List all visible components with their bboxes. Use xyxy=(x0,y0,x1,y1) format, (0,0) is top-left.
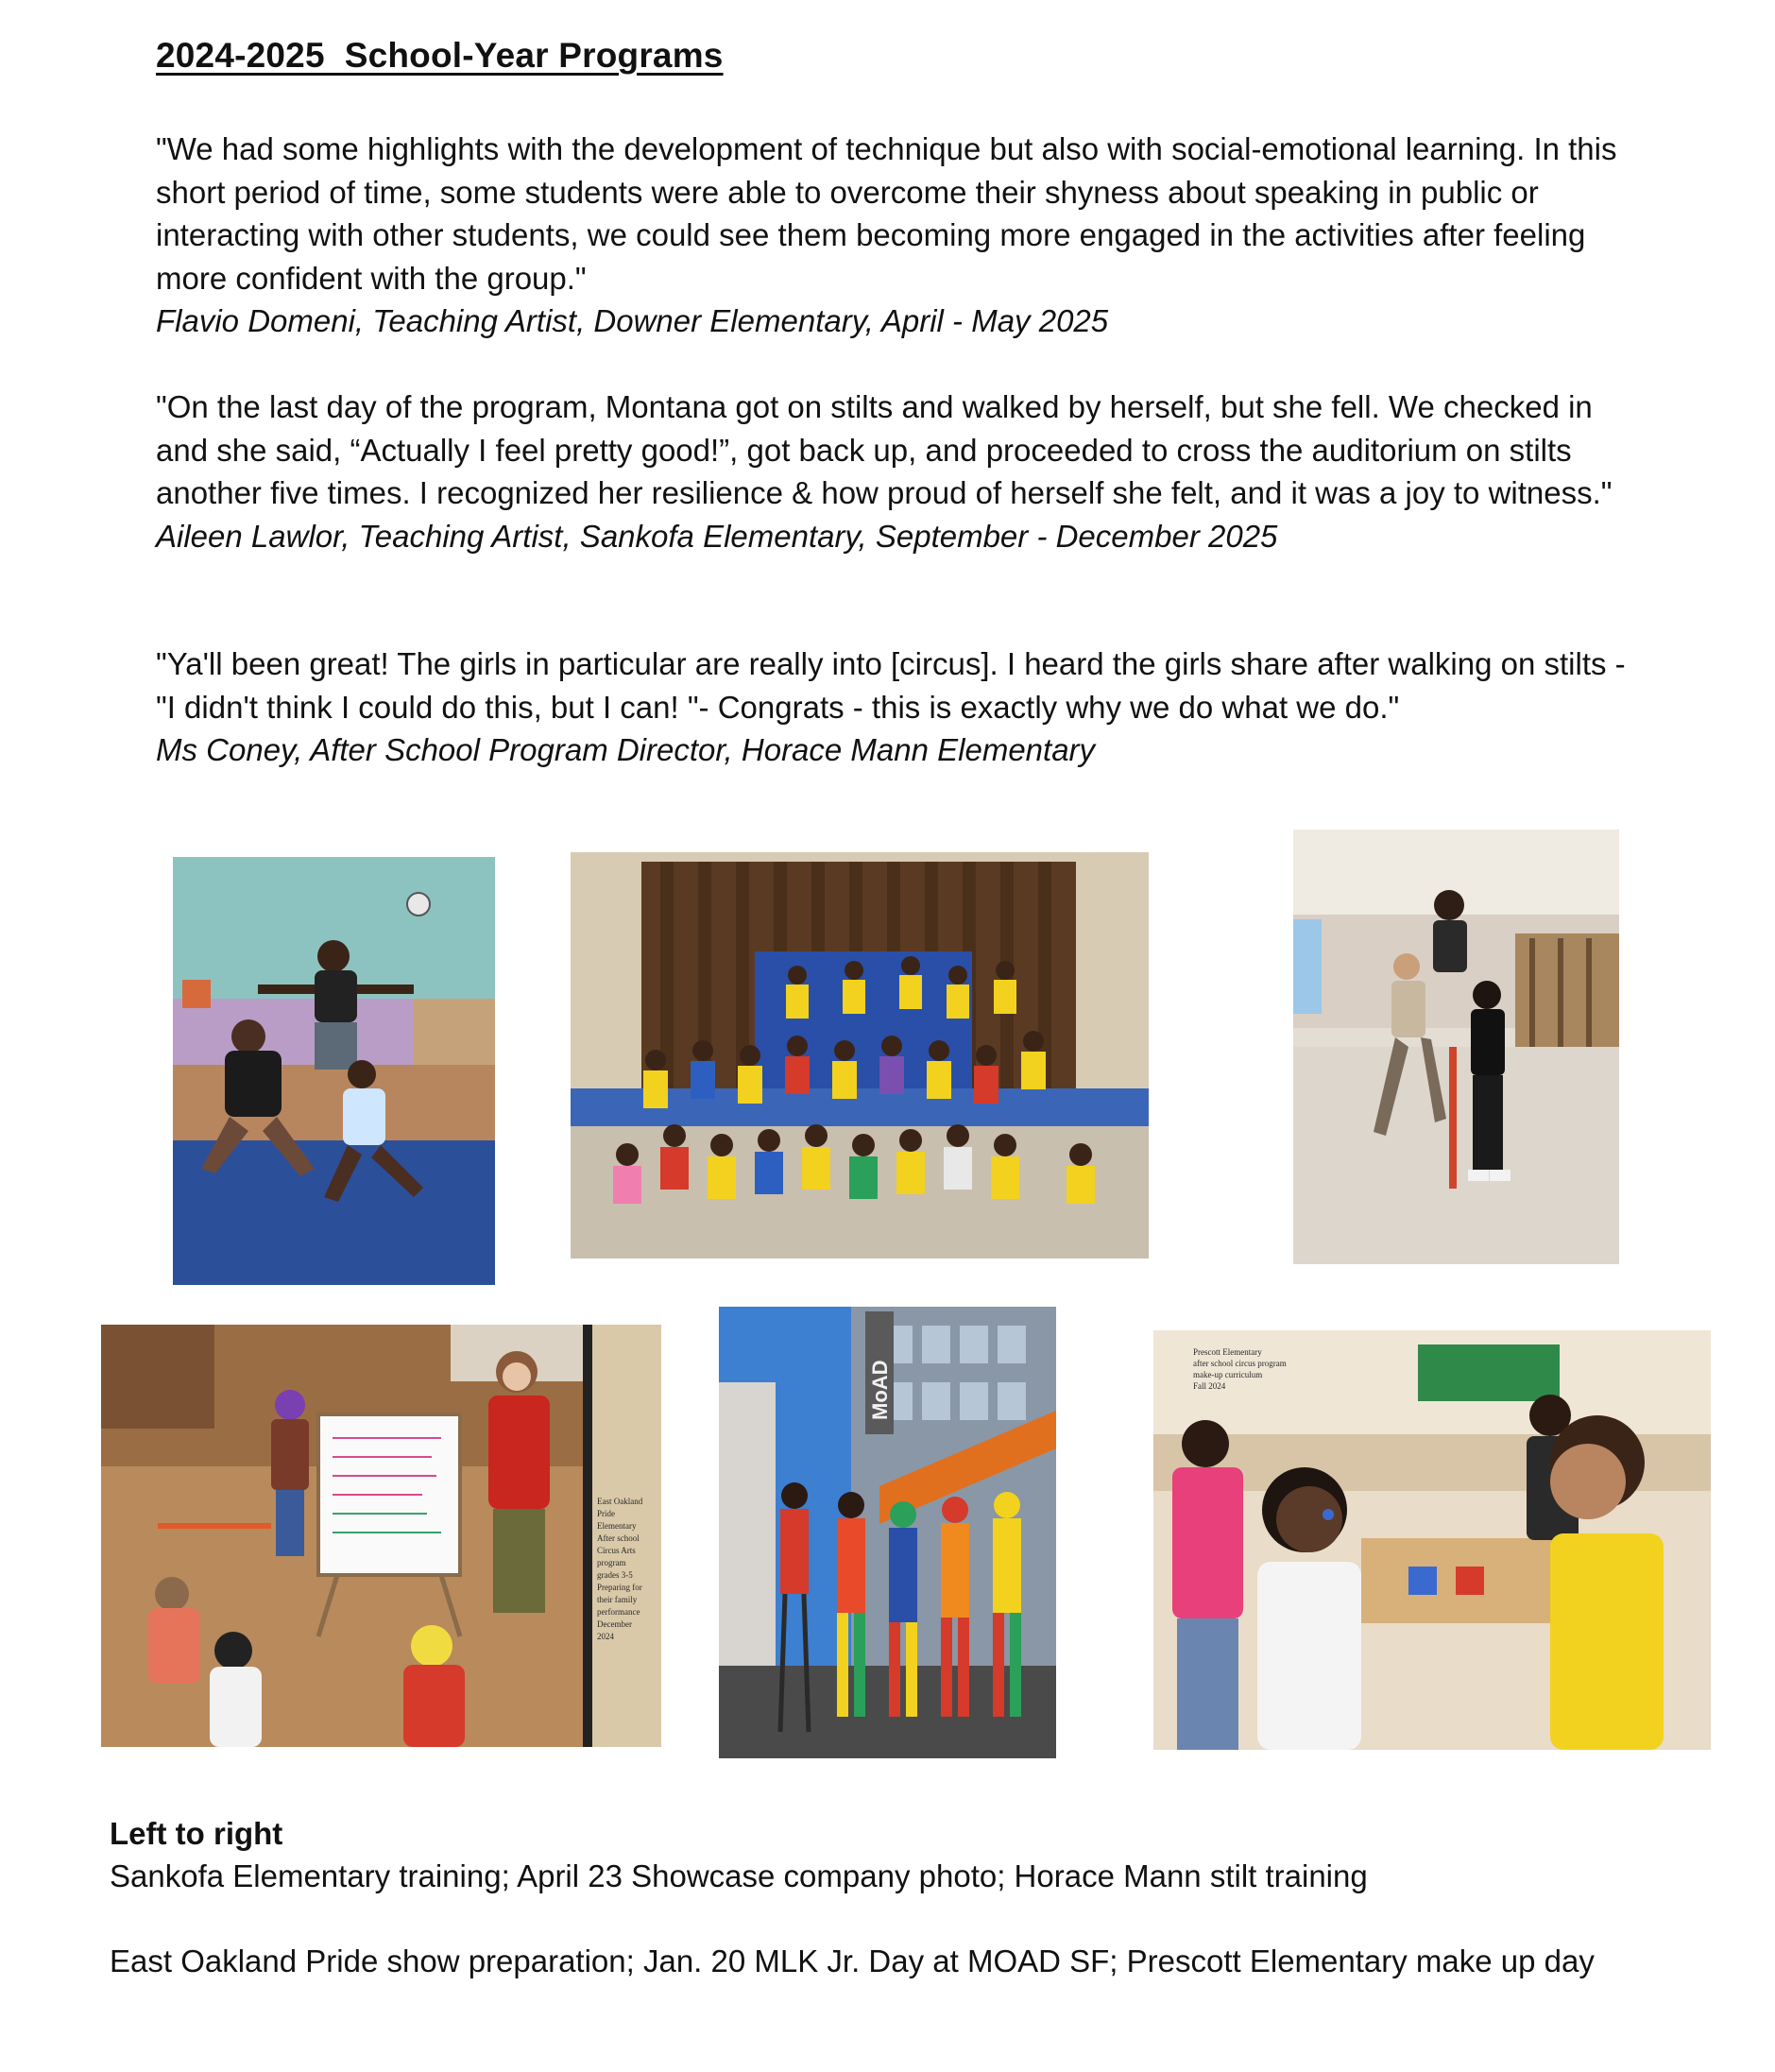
photo-overlay-line: Prescott Elementary xyxy=(1193,1347,1262,1357)
testimonial-quote: "On the last day of the program, Montana got on stilts and walked by herself, but she fell. We checked in and she said, “Actually I feel pretty good!”, got back up, and proceeded to cross the auditorium on stilts another five times. I recognized her resilience & how proud of herself she felt, and it was a joy to witness." xyxy=(156,389,1613,510)
testimonial-quote: "We had some highlights with the development of technique but also with social-emotional learning. In this short period of time, some students were able to overcome their shyness about speaking in public or interacting with other students, we could see them becoming more engaged in the activities after feeling more confident with the group." xyxy=(156,131,1617,296)
testimonial-attribution: Aileen Lawlor, Teaching Artist, Sankofa Elementary, September - December 2025 xyxy=(156,518,1278,554)
photo-overlay-line: December xyxy=(597,1619,632,1629)
photo-overlay-line: Circus Arts xyxy=(597,1546,636,1555)
testimonial-quote: "Ya'll been great! The girls in particular are really into [circus]. I heard the girls share after walking on stilts - "I didn't think I could do this, but I can! "- Congrats - this is exactly why we do what we do." xyxy=(156,646,1626,725)
photo-overlay-line: Elementary xyxy=(597,1521,637,1531)
photo-showcase-company xyxy=(571,852,1149,1259)
photo-sankofa-training xyxy=(173,857,495,1285)
photo-prescott-makeup xyxy=(1153,1330,1711,1750)
photo-overlay-line: East Oakland xyxy=(597,1497,643,1506)
page-title: 2024-2025 School-Year Programs xyxy=(156,36,724,75)
photo-overlay-line: make-up curriculum xyxy=(1193,1370,1263,1379)
moad-sign: MoAD xyxy=(868,1360,892,1420)
photo-overlay-line: Pride xyxy=(597,1509,615,1518)
photo-overlay-line: after school circus program xyxy=(1193,1359,1287,1368)
photo-overlay-line: 2024 xyxy=(597,1632,614,1641)
photo-overlay-line: their family xyxy=(597,1595,638,1604)
photo-overlay-line: Preparing for xyxy=(597,1583,642,1592)
testimonial-3 xyxy=(156,642,1639,772)
testimonial-attribution: Ms Coney, After School Program Director, Horace Mann Elementary xyxy=(156,732,1096,767)
testimonial-2 xyxy=(156,385,1639,557)
captions-heading: Left to right xyxy=(110,1816,283,1851)
photo-overlay-line: program xyxy=(597,1558,626,1567)
caption-row-1: Sankofa Elementary training; April 23 Showcase company photo; Horace Mann stilt training xyxy=(110,1858,1368,1893)
caption-row-2: East Oakland Pride show preparation; Jan. 20 MLK Jr. Day at MOAD SF; Prescott Elementary make up day xyxy=(110,1944,1595,1978)
testimonial-attribution: Flavio Domeni, Teaching Artist, Downer Elementary, April - May 2025 xyxy=(156,303,1109,338)
photo-overlay-line: performance xyxy=(597,1607,640,1617)
photo-overlay-line: grades 3-5 xyxy=(597,1570,633,1580)
testimonial-1 xyxy=(156,128,1639,343)
photo-mlk-day-moad xyxy=(719,1307,1056,1758)
photo-overlay-line: Fall 2024 xyxy=(1193,1381,1226,1391)
photo-horace-mann-stilts xyxy=(1293,830,1619,1264)
photo-overlay-line: After school xyxy=(597,1533,640,1543)
photo-east-oakland-pride xyxy=(101,1325,661,1747)
